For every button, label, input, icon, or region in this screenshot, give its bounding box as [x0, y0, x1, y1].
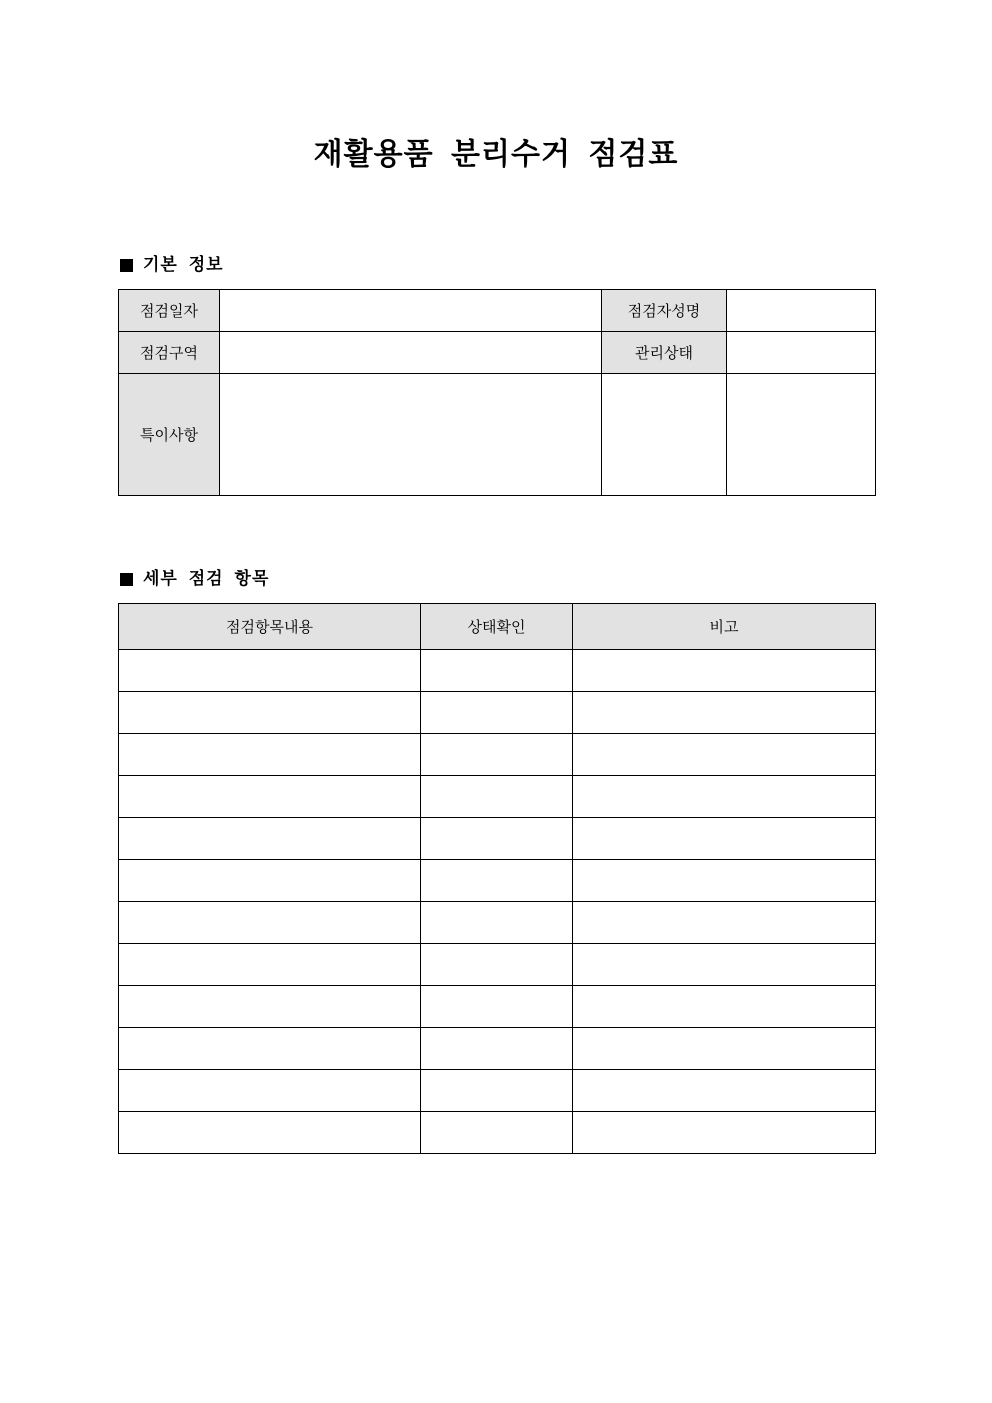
note-cell[interactable] — [573, 692, 876, 734]
management-status-field[interactable] — [727, 332, 876, 374]
item-content-cell[interactable] — [119, 776, 421, 818]
table-row — [119, 1112, 876, 1154]
remarks-field[interactable] — [220, 374, 602, 496]
table-row — [119, 1028, 876, 1070]
remarks-extra-cell[interactable] — [727, 374, 876, 496]
item-content-cell[interactable] — [119, 734, 421, 776]
note-cell[interactable] — [573, 1070, 876, 1112]
item-content-cell[interactable] — [119, 902, 421, 944]
document-title: 재활용품 분리수거 점검표 — [313, 137, 679, 172]
note-cell[interactable] — [573, 776, 876, 818]
basic-info-table — [118, 289, 876, 496]
status-check-cell[interactable] — [421, 734, 573, 776]
note-cell[interactable] — [573, 1112, 876, 1154]
inspection-area-field[interactable] — [220, 332, 602, 374]
inspection-date-label: 점검일자 — [119, 290, 220, 332]
status-check-cell[interactable] — [421, 986, 573, 1028]
inspection-area-label: 점검구역 — [119, 332, 220, 374]
inspector-name-label: 점검자성명 — [602, 290, 727, 332]
note-cell[interactable] — [573, 986, 876, 1028]
basic-info-heading-label: 기본 정보 — [143, 255, 224, 275]
note-cell[interactable] — [573, 1028, 876, 1070]
table-row — [119, 944, 876, 986]
status-check-cell[interactable] — [421, 818, 573, 860]
status-check-cell[interactable] — [421, 1028, 573, 1070]
item-content-cell[interactable] — [119, 1028, 421, 1070]
status-check-cell[interactable] — [421, 1112, 573, 1154]
status-check-cell[interactable] — [421, 650, 573, 692]
status-check-cell[interactable] — [421, 692, 573, 734]
table-row — [119, 290, 876, 332]
remarks-label: 특이사항 — [119, 374, 220, 496]
detail-items-body — [119, 650, 876, 1154]
note-cell[interactable] — [573, 734, 876, 776]
table-row — [119, 860, 876, 902]
remarks-extra-cell[interactable] — [602, 374, 727, 496]
table-row — [119, 734, 876, 776]
table-row — [119, 332, 876, 374]
status-check-cell[interactable] — [421, 776, 573, 818]
inspector-name-field[interactable] — [727, 290, 876, 332]
table-row — [119, 692, 876, 734]
table-row — [119, 902, 876, 944]
item-content-cell[interactable] — [119, 692, 421, 734]
item-content-cell[interactable] — [119, 986, 421, 1028]
column-header-status-check: 상태확인 — [421, 604, 573, 650]
detail-items-heading — [118, 567, 269, 591]
note-cell[interactable] — [573, 902, 876, 944]
square-bullet-icon — [120, 573, 133, 586]
note-cell[interactable] — [573, 860, 876, 902]
status-check-cell[interactable] — [421, 944, 573, 986]
management-status-label: 관리상태 — [602, 332, 727, 374]
table-row — [119, 776, 876, 818]
item-content-cell[interactable] — [119, 650, 421, 692]
table-row — [119, 650, 876, 692]
table-row — [119, 374, 876, 496]
item-content-cell[interactable] — [119, 1070, 421, 1112]
table-row — [119, 986, 876, 1028]
item-content-cell[interactable] — [119, 860, 421, 902]
note-cell[interactable] — [573, 650, 876, 692]
item-content-cell[interactable] — [119, 1112, 421, 1154]
detail-items-table — [118, 603, 876, 1154]
status-check-cell[interactable] — [421, 860, 573, 902]
column-header-note: 비고 — [573, 604, 876, 650]
item-content-cell[interactable] — [119, 818, 421, 860]
note-cell[interactable] — [573, 944, 876, 986]
detail-items-heading-label: 세부 점검 항목 — [143, 569, 270, 589]
status-check-cell[interactable] — [421, 902, 573, 944]
basic-info-heading — [118, 253, 224, 277]
table-header-row — [119, 604, 876, 650]
column-header-item-content: 점검항목내용 — [119, 604, 421, 650]
table-row — [119, 1070, 876, 1112]
note-cell[interactable] — [573, 818, 876, 860]
table-row — [119, 818, 876, 860]
status-check-cell[interactable] — [421, 1070, 573, 1112]
item-content-cell[interactable] — [119, 944, 421, 986]
square-bullet-icon — [120, 259, 133, 272]
inspection-date-field[interactable] — [220, 290, 602, 332]
